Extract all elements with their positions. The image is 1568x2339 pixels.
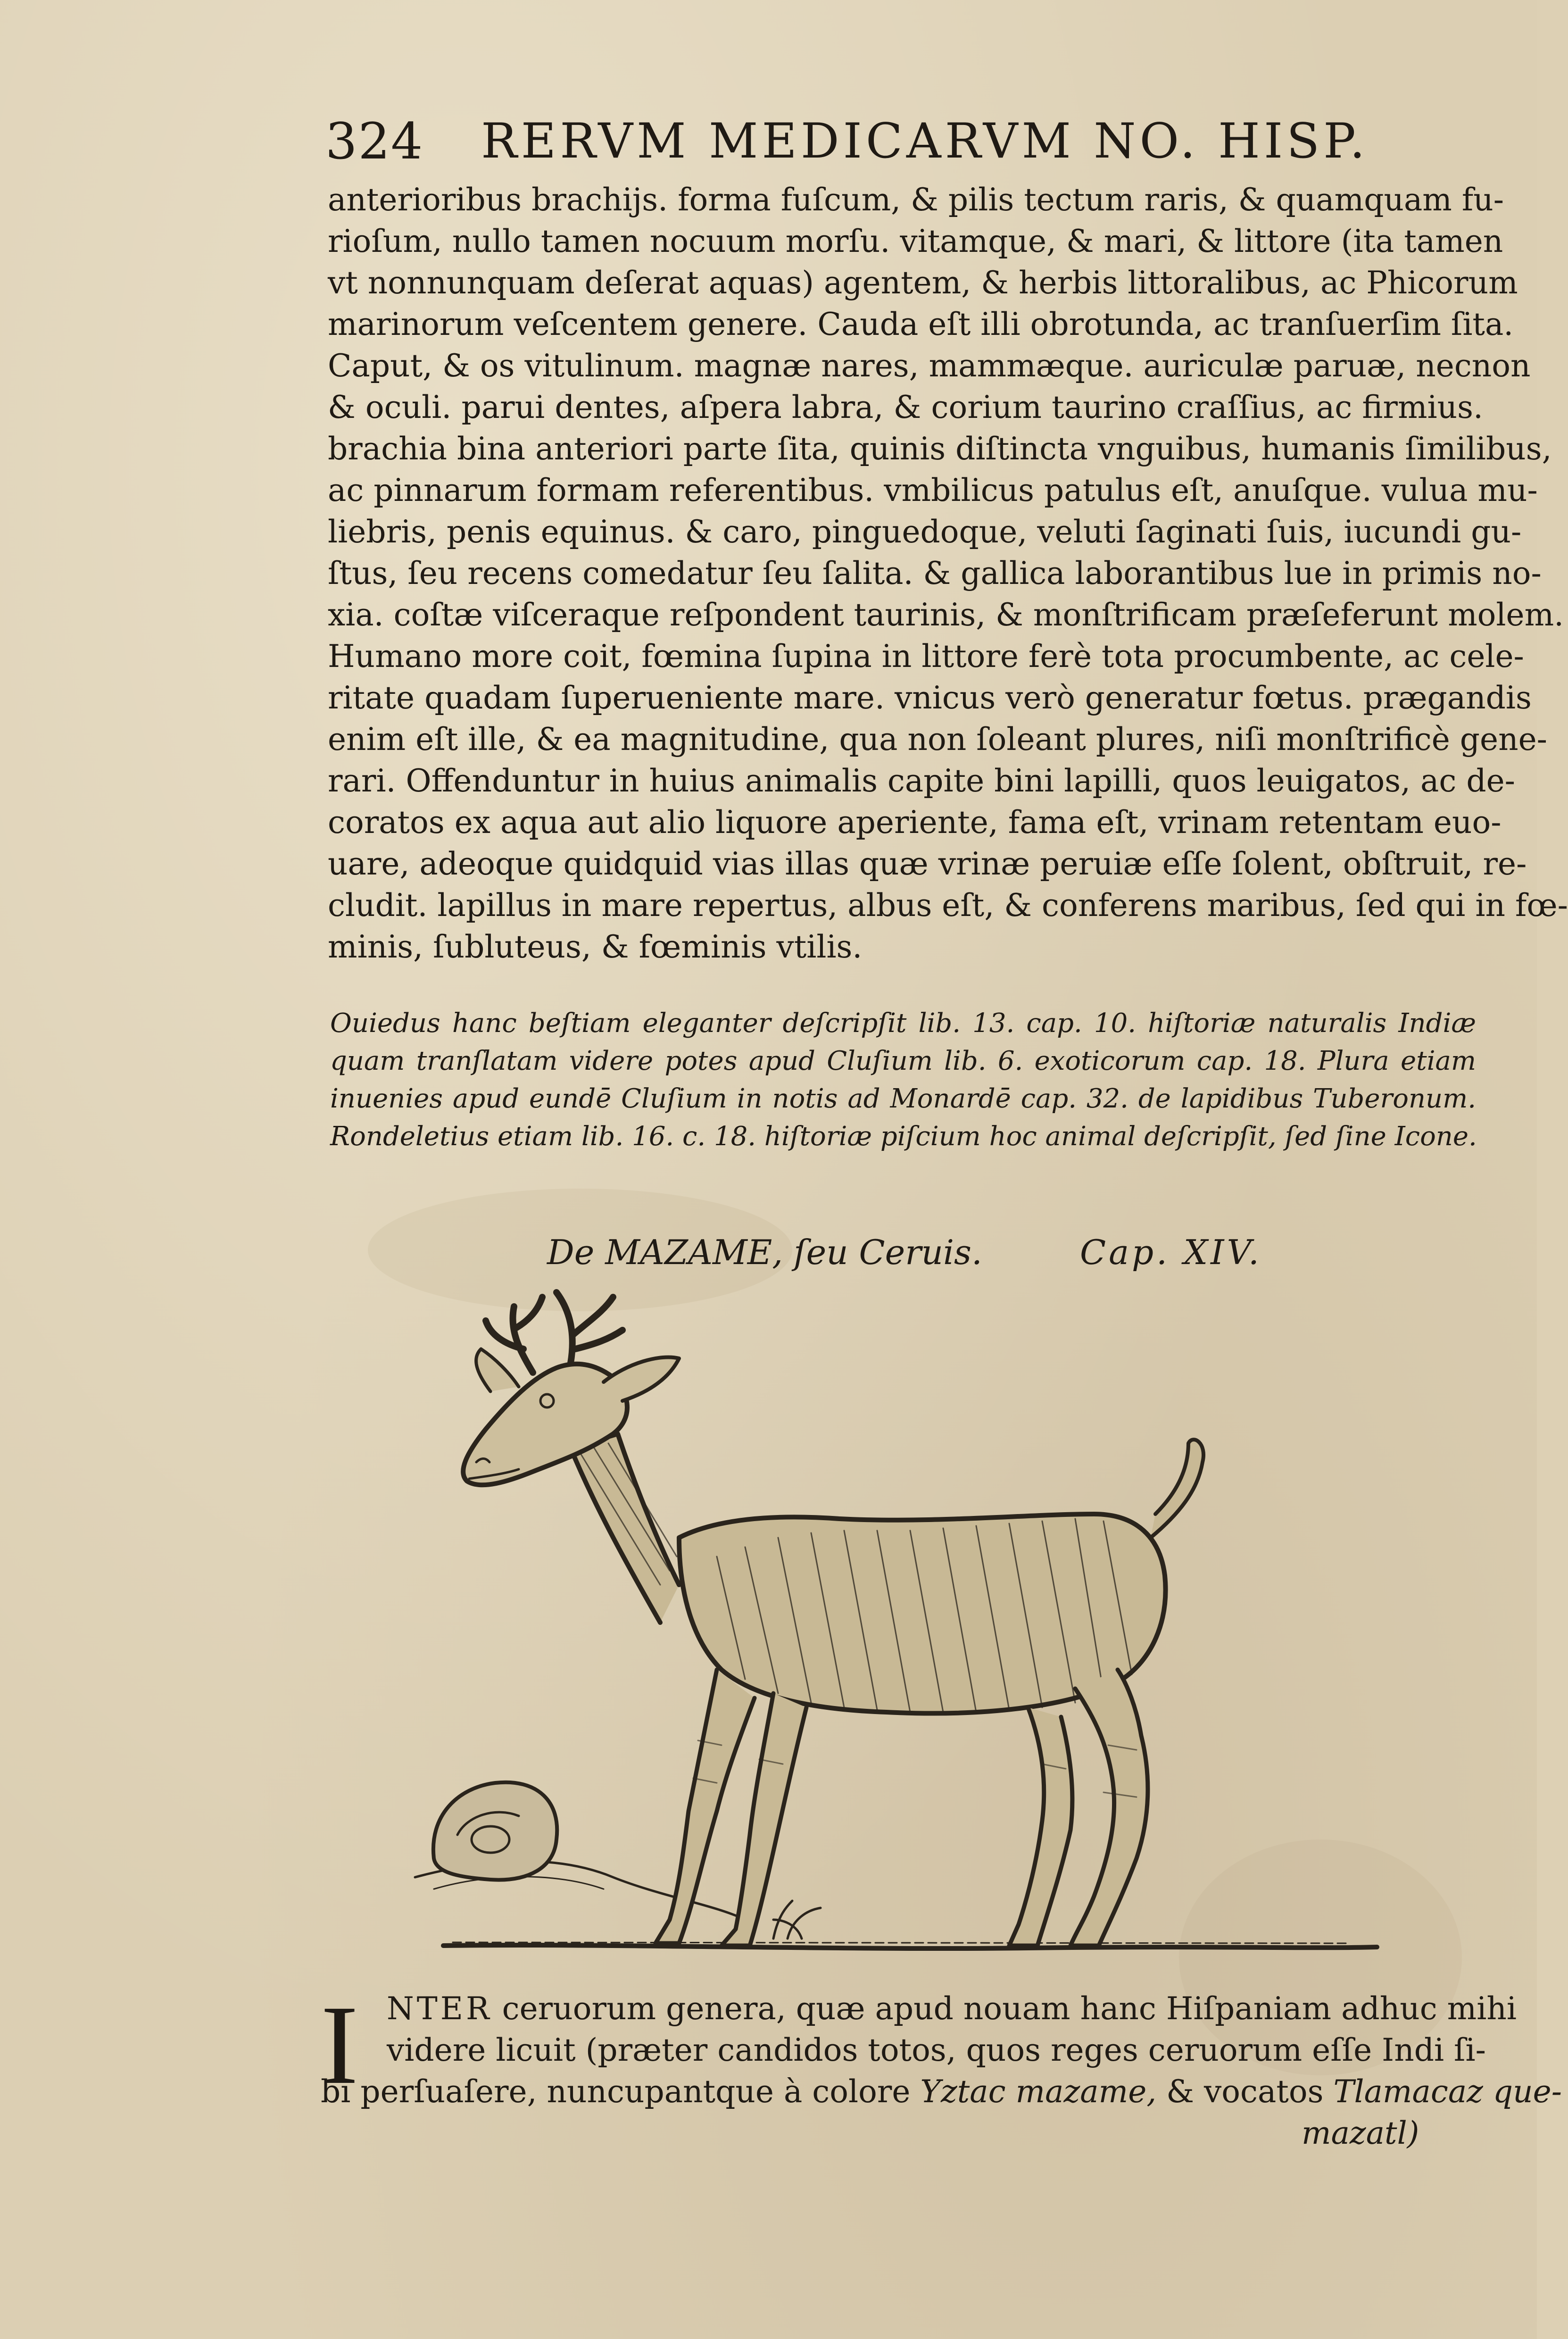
body-line: vt nonnunquam deſerat aquas) agentem, & herbis littoralibus, ac Phicorum xyxy=(328,265,1518,301)
chapter-number: Cap. XIV. xyxy=(1080,1232,1262,1272)
deer-woodcut-illustration xyxy=(415,1292,1386,1972)
body-line: brachia bina anteriori parte ſita, quinis diſtincta vnguibus, humanis ſimilibus, xyxy=(328,431,1552,467)
body-line: xia. coſtæ viſceraque reſpondent taurinis, & monſtrificam præſeferunt molem. xyxy=(328,597,1564,633)
deer-neck xyxy=(571,1434,679,1623)
chapter-line-text: bi perſuaſere, nuncupantque à colore xyxy=(321,2073,911,2110)
chapter-line-text: ceruorum genera, quæ apud nouam hanc Hiſpaniam adhuc mihi xyxy=(502,1990,1517,2027)
ground-line xyxy=(443,1945,1377,1948)
deer-antler xyxy=(556,1292,622,1363)
body-line: cludit. lapillus in mare repertus, albus eſt, & conferens maribus, ſed qui in fœ- xyxy=(328,887,1568,924)
body-line: Humano more coit, fœmina ſupina in littore ferè tota procumbente, ac cele- xyxy=(328,638,1524,674)
drop-cap-initial: I xyxy=(321,1982,358,2107)
body-line: rioſum, nullo tamen nocuum morſu. vitamque, & mari, & littore (ita tamen xyxy=(328,223,1503,259)
body-line: ſtus, ſeu recens comedatur ſeu ſalita. & gallica laborantibus lue in primis no- xyxy=(328,555,1542,591)
note-line: Rondeletius etiam lib. 16. c. 18. hiſtoriæ piſcium hoc animal deſcripſit, ſed ſine Icone. xyxy=(330,1121,1477,1152)
chapter-line-text: & vocatos xyxy=(1166,2073,1324,2110)
opening-word: NTER xyxy=(387,1990,492,2027)
chapter-line xyxy=(387,1988,1517,2030)
body-line: & oculi. parui dentes, aſpera labra, & corium taurino craſſius, ac firmius. xyxy=(328,389,1483,425)
body-line: ac pinnarum formam referentibus. vmbilicus patulus eſt, anuſque. vulua mu- xyxy=(328,472,1538,508)
note-line: quam tranſlatam videre potes apud Cluſium lib. 6. exoticorum cap. 18. Plura etiam xyxy=(330,1046,1476,1076)
body-line: Caput, & os vitulinum. magnæ nares, mammæque. auriculæ paruæ, necnon xyxy=(328,348,1531,384)
body-line: enim eſt ille, & ea magnitudine, qua non ſoleant plures, niſi monſtrificè gene- xyxy=(328,721,1547,757)
running-title: RERVM MEDICARVM NO. HISP. xyxy=(481,113,1369,169)
note-line: inuenies apud eundē Cluſium in notis ad Monardē cap. 32. de lapidibus Tuberonum. xyxy=(330,1083,1476,1114)
chapter-title: De MAZAME, ſeu Ceruis. xyxy=(547,1232,982,1272)
body-line: marinorum veſcentem genere. Cauda eſt illi obrotunda, ac tranſuerſim ſita. xyxy=(328,306,1514,342)
body-line: anterioribus brachijs. forma fuſcum, & pilis tectum raris, & quamquam fu- xyxy=(328,182,1504,218)
grass-tuft xyxy=(773,1901,821,1939)
deer-hind-leg xyxy=(1009,1707,1072,1946)
deer-hind-leg xyxy=(1070,1670,1148,1946)
body-paragraph xyxy=(328,179,1568,968)
annotation-notes xyxy=(330,1005,1476,1156)
page-number: 324 xyxy=(325,112,424,170)
chapter-line: videre licuit (præter candidos totos, quos reges ceruorum eſſe Indi ſi- xyxy=(387,2032,1486,2068)
body-line: rari. Offenduntur in huius animalis capite bini lapilli, quos leuigatos, ac de- xyxy=(328,763,1515,799)
chapter-line xyxy=(321,2071,1562,2113)
species-name: Yztac mazame, xyxy=(920,2073,1157,2110)
page-header xyxy=(325,108,1391,175)
deer-tail xyxy=(1151,1440,1203,1538)
species-name: Tlamacaz que- xyxy=(1333,2073,1562,2110)
body-line: ritate quadam ſuperueniente mare. vnicus verò generatur fœtus. prægandis xyxy=(328,680,1532,716)
body-line: liebris, penis equinus. & caro, pinguedoque, veluti ſaginati ſuis, iucundi gu- xyxy=(328,514,1522,550)
body-line: uare, adeoque quidquid vias illas quæ vrinæ peruiæ eſſe ſolent, obſtruit, re- xyxy=(328,846,1527,882)
ground-hatching xyxy=(453,1942,1349,1943)
chapter-heading xyxy=(547,1226,1349,1278)
body-line: coratos ex aqua aut alio liquore aperiente, fama eſt, vrinam retentam euo- xyxy=(328,804,1502,841)
note-line: Ouiedus hanc beſtiam eleganter deſcripſit lib. 13. cap. 10. hiſtoriæ naturalis Indiæ xyxy=(330,1008,1476,1039)
chapter-line: mazatl) xyxy=(1302,2115,1419,2151)
chapter-opening-paragraph xyxy=(321,1982,1562,2186)
body-line-last: minis, ſubluteus, & fœminis vtilis. xyxy=(328,929,863,965)
rock xyxy=(433,1782,557,1880)
